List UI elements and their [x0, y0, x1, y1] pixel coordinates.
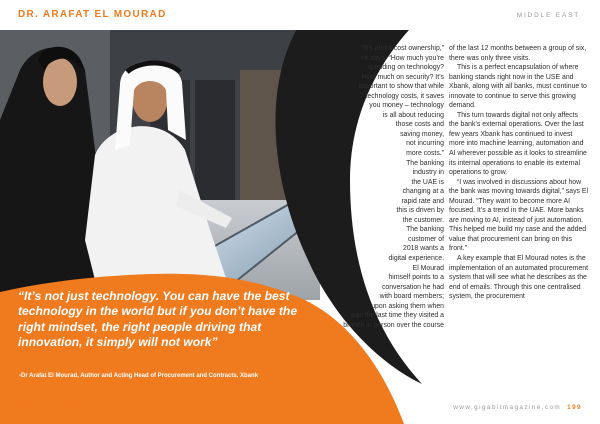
column-1-line: you money – technology: [369, 102, 444, 110]
pull-quote-attribution: -Dr Arafat El Mourad, Author and Acting Head of Procurement and Contracts, Xbank: [19, 373, 259, 379]
column-1-line: himself points to a: [388, 274, 444, 282]
column-2-paragraph: “I was involved in discussions about how the bank was moving towards digital,” says El Mourad. “They want to become more AI focused. It’s a trend in the UAE. More banks are moving to AI, instead of just automation. This helped me build my case and the added value that procurement can bring on this front.”: [449, 178, 589, 253]
column-1-line: with board members;: [379, 293, 444, 301]
column-1-line: the UAE is: [411, 178, 444, 186]
column-1-line: more costs.”: [406, 150, 444, 158]
section-label: MIDDLE EAST: [516, 12, 580, 19]
column-1-line: digital experience.: [388, 255, 444, 263]
column-1-line: not incurring: [406, 140, 444, 148]
footer-right: [453, 404, 582, 411]
column-1-line: The banking: [406, 159, 444, 167]
column-1-line: branch in person over the course: [343, 321, 444, 329]
column-1-line: changing at a: [402, 188, 444, 196]
column-2-paragraph: of the last 12 months between a group of six, there was only three visits.: [449, 45, 587, 62]
column-1-line: industry in: [412, 169, 444, 177]
column-1-line: customer of: [408, 235, 444, 243]
column-1-line: rapid rate and: [401, 197, 444, 205]
column-1-line: upon asking them when: [371, 302, 444, 310]
column-1-line: How much on security? It’s: [361, 73, 444, 81]
page-number-right: 199: [567, 404, 582, 411]
column-1-line: technology costs, it saves: [365, 92, 444, 100]
pull-quote: “It’s not just technology. You can have the best technology in the world but if you don’t have the right mindset, the right people driving that innovation, it simply will not work”: [18, 289, 298, 350]
column-1-line: “It’s about cost ownership,”: [361, 45, 444, 52]
column-2-paragraph: A key example that El Mourad notes is the implementation of an automated procurement system that will see what he describes as the end of emails. Through this one centralised system, the procurement: [449, 255, 589, 301]
site-url[interactable]: www.gigabitmagazine.com: [453, 404, 562, 411]
column-1-line: those costs and: [395, 121, 444, 129]
office-window: [195, 80, 235, 200]
column-2-paragraph: This turn towards digital not only affects the bank’s external operations. Over the last few years Xbank has continued to invest more into machine learning, automation and AI wherever possible as it looks to streamline its internal operations to enable its external operations to grow.: [449, 111, 587, 177]
woman-face: [43, 58, 77, 106]
column-2-paragraph: This is a perfect encapsulation of where banking stands right now in the USE and Xbank, along with all banks, must continue to innovate to continue to serve this growing demand.: [449, 64, 587, 110]
column-1-line: important to show that while: [358, 83, 444, 91]
column-1-line: The banking: [406, 226, 444, 234]
page-number-left: 198: [18, 404, 32, 411]
column-1-line: conversation he had: [381, 283, 444, 291]
column-1-line: saving money,: [400, 130, 444, 138]
article-subject-header: DR. ARAFAT EL MOURAD: [18, 9, 167, 20]
column-1-line: this is driven by: [396, 207, 444, 215]
footer-left: [18, 404, 89, 411]
column-1-line: he says. “How much you’re: [360, 54, 444, 62]
article-column-1: [300, 44, 444, 330]
column-1-line: the customer.: [402, 216, 444, 224]
column-1-line: 2018 wants a: [403, 245, 444, 253]
column-1-line: spending on technology?: [367, 64, 444, 72]
column-1-line: El Mourad: [412, 264, 444, 272]
issue-date: February 2018: [37, 404, 90, 411]
column-1-line: is all about reducing: [382, 111, 444, 119]
column-1-line: was the last time they visited a: [350, 312, 444, 320]
article-column-2: [449, 44, 589, 302]
